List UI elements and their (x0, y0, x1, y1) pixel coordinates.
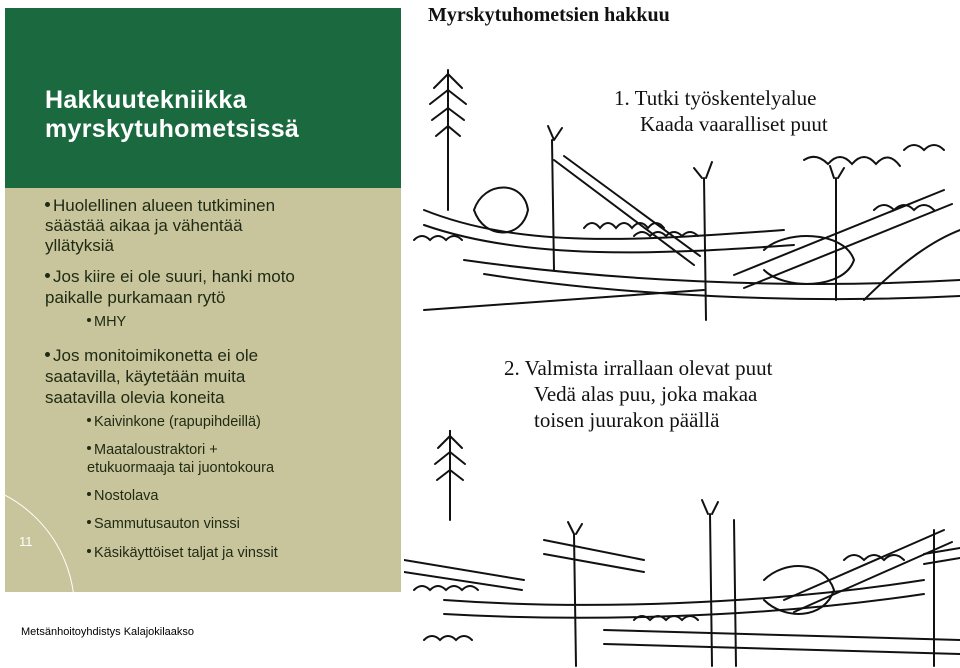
storm-damage-illustration (404, 0, 960, 668)
slide-title (45, 86, 385, 144)
bullet-3-line-1: Jos monitoimikonetta ei ole (45, 346, 258, 366)
bullet-3-sub-2-cont: etukuormaaja tai juontokoura (87, 460, 275, 476)
step-1-line-1: 1. Tutki työskentelyalue (614, 86, 817, 110)
step-2-line-3: toisen juurakon päällä (534, 408, 720, 432)
bullet-2-sub-1: MHY (87, 314, 126, 331)
slide-number: 11 (19, 534, 33, 549)
bullet-dot (87, 418, 91, 422)
bullet-3-sub-4: Sammutusauton vinssi (87, 516, 240, 533)
bullet-dot (87, 446, 91, 450)
slide-title-line-2: myrskytuhometsissä (45, 115, 300, 143)
step-2-line-2: Vedä alas puu, joka makaa (534, 382, 758, 406)
bullet-3-sub-2: Maataloustraktori + (87, 442, 218, 459)
step-1-line-2: Kaada vaaralliset puut (640, 112, 828, 136)
bullet-panel (5, 188, 401, 592)
bullet-1-line-3: yllätyksiä (45, 236, 114, 255)
bullet-dot (87, 549, 91, 553)
title-panel (5, 8, 401, 188)
bullet-3-line-3: saatavilla olevia koneita (45, 388, 225, 407)
illustration-title: Myrskytuhometsien hakkuu (428, 4, 670, 26)
bullet-dot (87, 492, 91, 496)
bullet-dot (45, 352, 50, 357)
bullet-3-sub-3: Nostolava (87, 488, 158, 505)
footer-organization: Metsänhoitoyhdistys Kalajokilaakso (21, 626, 195, 638)
fallen-trees-sketch-2 (404, 430, 960, 668)
fallen-trees-sketch-1 (404, 60, 960, 340)
decorative-arc (5, 480, 75, 592)
bullet-3-sub-1: Kaivinkone (rapupihdeillä) (87, 414, 261, 431)
bullet-dot (87, 520, 91, 524)
bullet-2-line-1: Jos kiire ei ole suuri, hanki moto (45, 267, 295, 287)
slide-title-line-1: Hakkuutekniikka (45, 86, 247, 114)
bullet-2-line-2: paikalle purkamaan rytö (45, 288, 226, 307)
bullet-dot (87, 318, 91, 322)
bullet-3-line-2: saatavilla, käytetään muita (45, 367, 246, 386)
bullet-dot (45, 273, 50, 278)
bullet-dot (45, 202, 50, 207)
step-2-line-1: 2. Valmista irrallaan olevat puut (504, 356, 773, 380)
bullet-1-line-1: Huolellinen alueen tutkiminen (45, 196, 275, 216)
bullet-3-sub-5: Käsikäyttöiset taljat ja vinssit (87, 545, 278, 562)
bullet-1-line-2: säästää aikaa ja vähentää (45, 216, 243, 235)
